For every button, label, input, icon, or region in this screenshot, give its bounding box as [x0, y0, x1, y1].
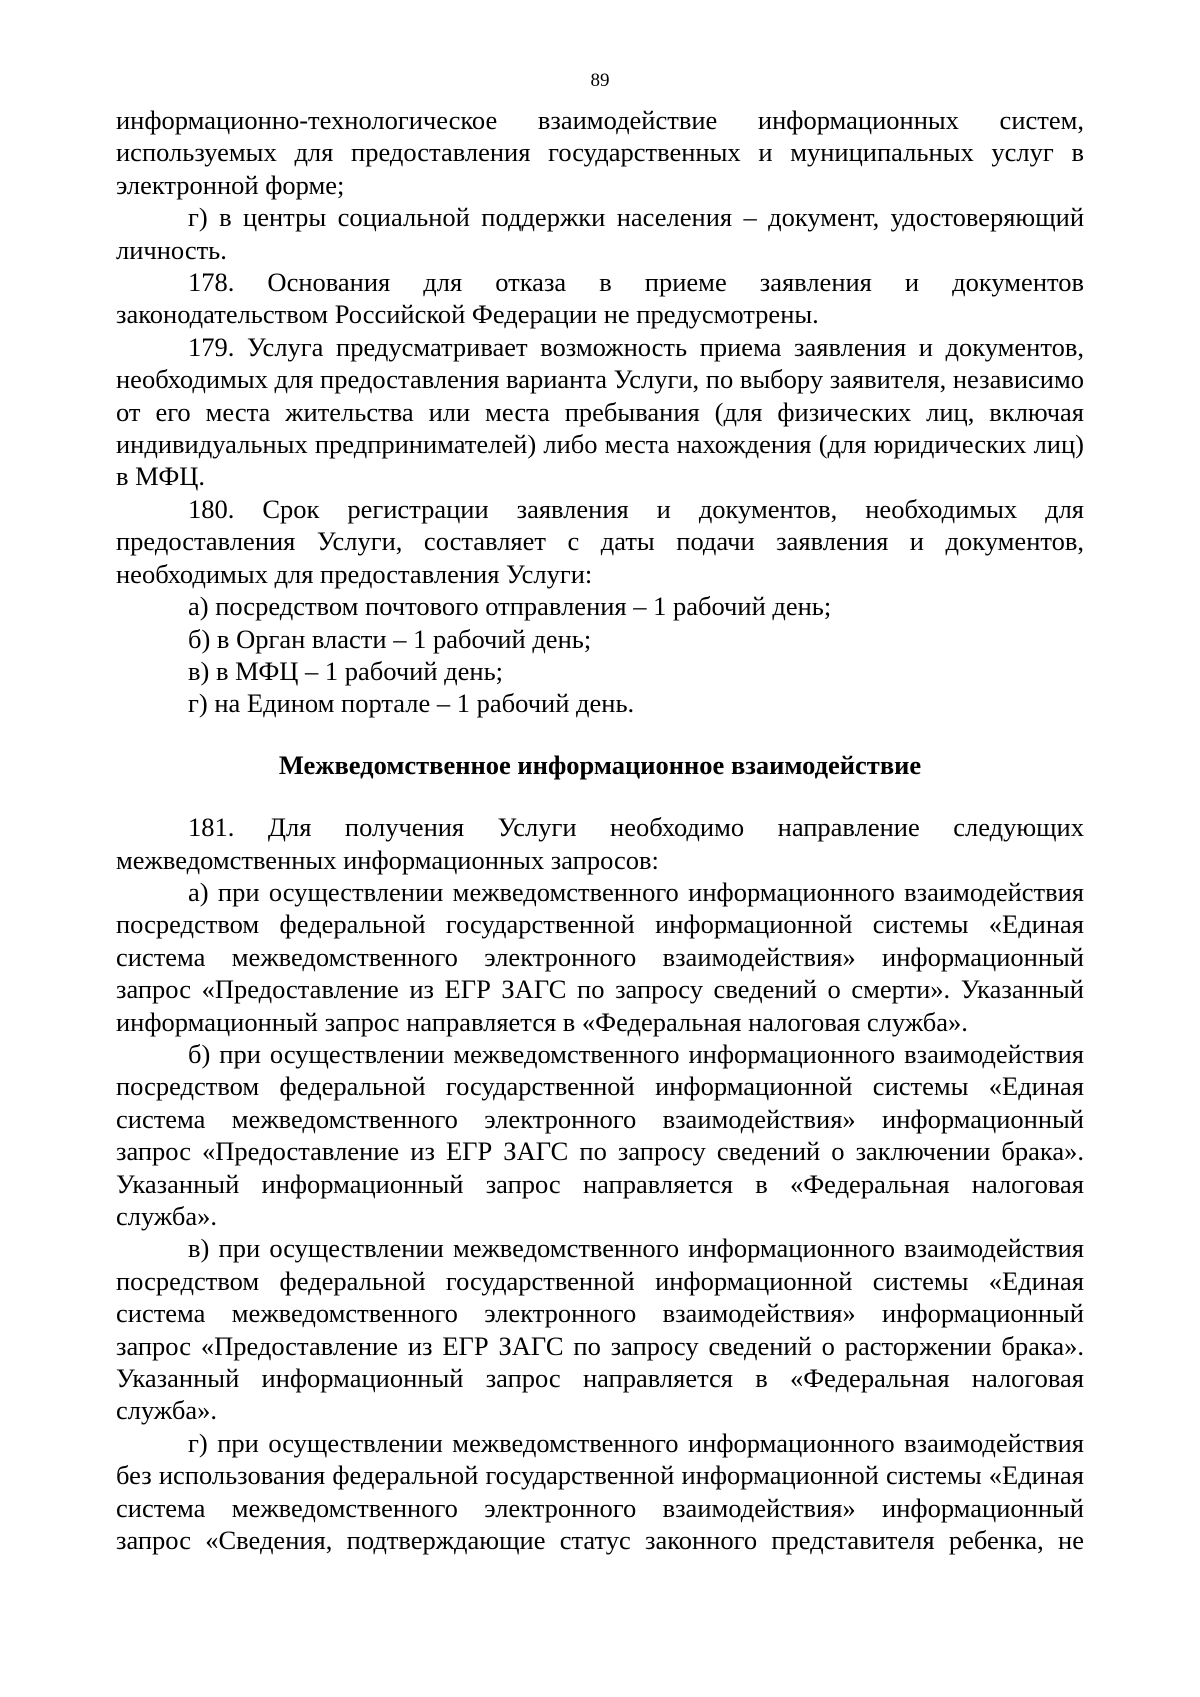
page-number: 89 [590, 70, 610, 91]
section-title: Межведомственное информационное взаимодействие [278, 749, 922, 780]
paragraph: 181. Для получения Услуги необходимо направление следующих межведомственных информационных запросов: [116, 812, 1084, 875]
paragraph: б) при осуществлении межведомственного информационного взаимодействия посредством федеральной государственной информационной системы «Единая система межведомственного электронного взаимодействия» информационный запрос «Предоставление из ЕГР ЗАГС по запросу сведений о заключении брака». Указанный информационный запрос направляется в «Федеральная налоговая служба». [116, 1038, 1084, 1231]
list-item: г) на Едином портале – 1 рабочий день. [188, 688, 635, 719]
paragraph: г) при осуществлении межведомственного информационного взаимодействия без использования федеральной государственной информационной системы «Единая система межведомственного электронного взаимодействия» информационный запрос «Сведения, подтверждающие статус законного представителя ребенка, не [116, 1427, 1084, 1556]
list-item: б) в Орган власти – 1 рабочий день; [188, 623, 592, 654]
paragraph: г) в центры социальной поддержки населения – документ, удостоверяющий личность. [116, 202, 1084, 265]
paragraph: информационно-технологическое взаимодействие информационных систем, используемых для предоставления государственных и муниципальных услуг в электронной форме; [116, 105, 1084, 200]
document-body [116, 104, 1084, 1556]
list-item: а) посредством почтового отправления – 1 рабочий день; [188, 591, 832, 622]
paragraph: 178. Основания для отказа в приеме заявления и документов законодательством Российской Федерации не предусмотрены. [116, 267, 1084, 330]
paragraph: а) при осуществлении межведомственного информационного взаимодействия посредством федеральной государственной информационной системы «Единая система межведомственного электронного взаимодействия» информационный запрос «Предоставление из ЕГР ЗАГС по запросу сведений о смерти». Указанный информационный запрос направляется в «Федеральная налоговая служба». [116, 876, 1084, 1037]
paragraph: 179. Услуга предусматривает возможность приема заявления и документов, необходимых для предоставления варианта Услуги, по выбору заявителя, независимо от его места жительства или места пребывания (для физических лиц, включая индивидуальных предпринимателей) либо места нахождения (для юридических лиц) в МФЦ. [116, 331, 1084, 492]
paragraph: 180. Срок регистрации заявления и документов, необходимых для предоставления Услуги, составляет с даты подачи заявления и документов, необходимых для предоставления Услуги: [116, 493, 1084, 589]
paragraph: в) при осуществлении межведомственного информационного взаимодействия посредством федеральной государственной информационной системы «Единая система межведомственного электронного взаимодействия» информационный запрос «Предоставление из ЕГР ЗАГС по запросу сведений о расторжении брака». Указанный информационный запрос направляется в «Федеральная налоговая служба». [116, 1233, 1084, 1426]
list-item: в) в МФЦ – 1 рабочий день; [188, 655, 504, 686]
